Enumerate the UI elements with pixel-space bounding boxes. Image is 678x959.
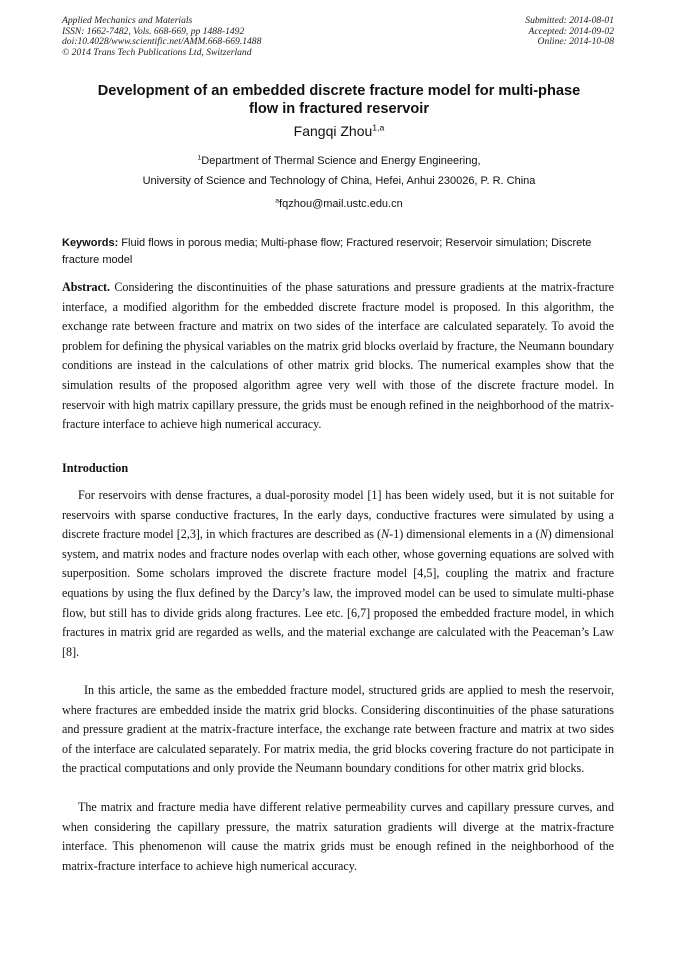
abstract-label: Abstract. — [62, 280, 111, 294]
paragraph-2-text: In this article, the same as the embedded fracture model, structured grids are applied to mesh the reservoir, where fractures are embedded inside the matrix grid blocks. Considering discontinuities of the phase saturations and pressure gradient at the matrix-fracture interface, the exchange rate between fracture and matrix at two sides of the interface are calculated separately. For matrix media, the grid blocks covering fracture do not participate in the practical computations and only provide the Neumann boundary conditions for other matrix grid blocks. — [62, 683, 614, 776]
affiliation-department: Department of Thermal Science and Energy Engineering, — [201, 155, 481, 167]
submitted-date: Submitted: 2014-08-01 — [525, 15, 614, 26]
author-line — [62, 122, 616, 140]
affiliation-superscript: 1 — [197, 154, 202, 162]
author-name: Fangqi Zhou — [293, 123, 373, 139]
author-email — [62, 196, 616, 212]
paragraph-1-text-c: ) dimensional system, and matrix nodes and fracture nodes overlap with each other, whose governing equations are solved with superposition. Some scholars improved the discrete fracture model [4,5], coupling the matrix and fracture equations by using the flux defined by the Darcy’s law, the improved model can be used to simulate multi-phase flow, but still has to divide grids along fractures. Lee etc. [6,7] proposed the embedded fracture model, in which fractures in matrix grid are regarded as wells, and the material exchange are calculated with the Peaceman’s Law [8]. — [62, 527, 615, 659]
affiliation — [40, 151, 638, 191]
paragraph-1-italic-n-2: N — [539, 527, 548, 542]
keywords-text: Fluid flows in porous media; Multi-phase flow; Fractured reservoir; Reservoir simulation; Discrete fracture model — [62, 237, 592, 266]
author-superscript: 1,a — [372, 122, 385, 133]
email-superscript: a — [275, 197, 280, 205]
title-line-2: flow in fractured reservoir — [248, 101, 430, 117]
title-line-1: Development of an embedded discrete fracture model for multi-phase — [97, 83, 581, 99]
paragraph-1-italic-n-1: N — [381, 527, 390, 542]
paragraph-1-text-a: For reservoirs with dense fractures, a dual-porosity model [1] has been widely used, but it is not suitable for reservoirs with sparse conductive fractures, In the early days, conductive fractures were simulated by using a discrete fracture model [2,3], in which fractures are described as ( — [62, 488, 614, 542]
affiliation-line-2: University of Science and Technology of China, Hefei, Anhui 230026, P. R. China — [142, 175, 536, 187]
introduction-paragraph-2 — [62, 681, 614, 779]
paragraph-1-text-b: -1) dimensional elements in a ( — [389, 527, 540, 542]
introduction-heading: Introduction — [62, 461, 129, 475]
abstract — [62, 278, 614, 435]
paper-title — [62, 82, 616, 118]
keywords — [62, 235, 617, 269]
introduction-paragraph-3 — [62, 798, 614, 876]
publication-dates — [525, 16, 614, 48]
journal-info — [62, 16, 261, 58]
journal-name: Applied Mechanics and Materials — [62, 15, 193, 26]
issn-line: ISSN: 1662-7482, Vols. 668-669, pp 1488-1492 — [62, 25, 245, 37]
keywords-label: Keywords: — [62, 237, 119, 249]
affiliation-line-1 — [40, 151, 638, 171]
doi-line: doi:10.4028/www.scientific.net/AMM.668-669.1488 — [62, 36, 262, 48]
abstract-text: Considering the discontinuities of the phase saturations and pressure gradients at the matrix-fracture interface, a modified algorithm for the embedded discrete fracture model is proposed. In this algorithm, the exchange rate between fracture and matrix on two sides of the interface are calculated separately. To avoid the problem for defining the physical variables on the matrix grid blocks overlaid by fracture, the Neumann boundary conditions are instead in the calculations of other matrix grid blocks. The numerical examples show that the simulation results of the proposed algorithm agree very well with those of the discrete fracture model. In reservoir with high matrix capillary pressure, the grids must be enough refined in the neighborhood of the matrix-fracture interface to achieve high numerical accuracy. — [62, 280, 614, 432]
paragraph-3-text: The matrix and fracture media have different relative permeability curves and capillary pressure curves, and when considering the capillary pressure, the matrix saturation gradients will diverge at the matrix-fracture interface. This phenomenon will cause the matrix grids must be enough refined in the neighborhood of the matrix-fracture interface to achieve high numerical accuracy. — [62, 800, 614, 873]
accepted-date: Accepted: 2014-09-02 — [528, 25, 614, 37]
email-address: fqzhou@mail.ustc.edu.cn — [279, 198, 403, 210]
copyright-line: © 2014 Trans Tech Publications Ltd, Switzerland — [62, 46, 252, 58]
introduction-paragraph-1 — [62, 486, 614, 662]
online-date: Online: 2014-10-08 — [537, 36, 614, 48]
